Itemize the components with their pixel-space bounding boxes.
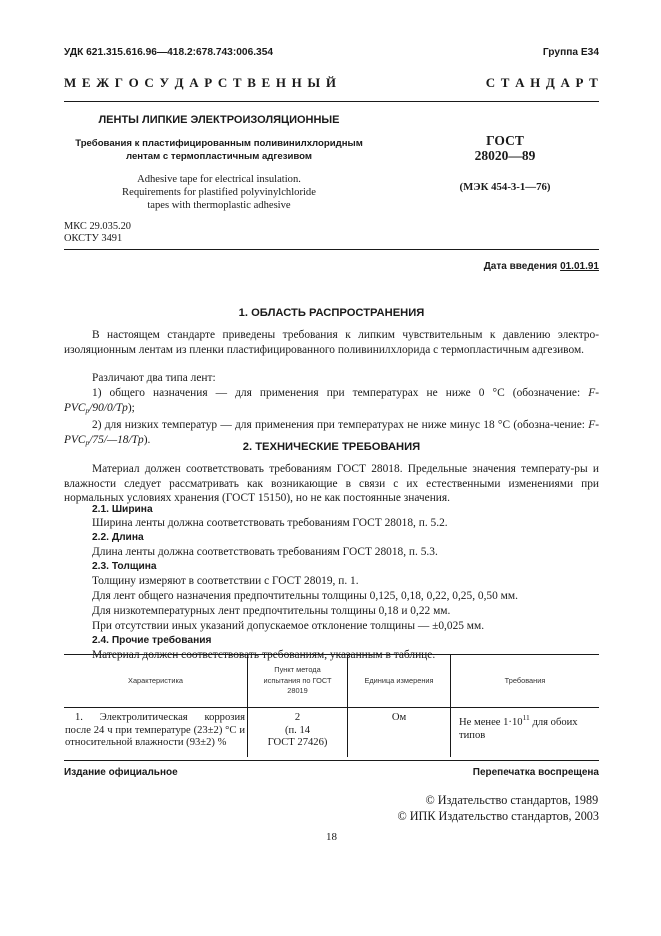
row1-req-exponent: 11 bbox=[522, 713, 530, 722]
section1-type1 bbox=[64, 386, 599, 418]
row1-req-suffix: для обоих типов bbox=[459, 717, 578, 741]
footer-rule bbox=[64, 760, 599, 761]
row1-method-ref: (п. 14 bbox=[284, 724, 311, 736]
section1-paragraph: В настоящем стандарте приведены требования к липким чувствительным к давлению электро-изоляционным лентам из пленки пластифицированного поливинилхлорида с термопластичным адгезивом. bbox=[64, 329, 599, 356]
section1-types-intro: Различают два типа лент: bbox=[92, 372, 216, 384]
iec-reference: (МЭК 454-3-1—76) bbox=[459, 181, 551, 193]
gost-number: 28020—89 bbox=[474, 148, 536, 163]
title-en-line1: Adhesive tape for electrical insulation. bbox=[137, 174, 301, 185]
header-rule bbox=[64, 101, 599, 102]
title-main: ЛЕНТЫ ЛИПКИЕ ЭЛЕКТРОИЗОЛЯЦИОННЫЕ bbox=[98, 114, 340, 126]
title-en-line2: Requirements for plastified polyvinylchloride bbox=[122, 186, 316, 198]
subsection-2-3-line3: Для низкотемпературных лент предпочтительны толщины 0,18 и 0,22 мм. bbox=[92, 605, 451, 617]
type2-text: 2) для низких температур — для применения при температурах не ниже минус 18 °С (обозна-чение: bbox=[92, 419, 585, 431]
title-subtitle bbox=[64, 138, 374, 163]
banner-interstate: М Е Ж Г О С У Д А Р С Т В Е Н Н Ы Й bbox=[64, 75, 338, 90]
title-english bbox=[64, 174, 374, 212]
introduction-date bbox=[484, 261, 599, 272]
requirements-table bbox=[64, 654, 599, 757]
type1-code-subscript: p bbox=[85, 405, 90, 415]
title-sub-line1: Требования к пластифицированным поливинилхлоридным bbox=[75, 138, 363, 149]
page-number: 18 bbox=[326, 831, 337, 843]
subsection-2-2-heading: 2.2. Длина bbox=[92, 532, 144, 543]
row1-characteristic: 1. Электролитическая коррозия после 24 ч при температуре (23±2) °С и относительной влажности (93±2) % bbox=[65, 712, 245, 748]
type2-code-rest: /75/—18/Tp bbox=[89, 433, 144, 446]
subsection-2-3-line1: Толщину измеряют в соответствии с ГОСТ 28019, п. 1. bbox=[92, 575, 359, 587]
title-en-line3: tapes with thermoplastic adhesive bbox=[147, 199, 291, 211]
header-test-method: Пункт метода испытания по ГОСТ 28019 bbox=[248, 655, 348, 708]
subsection-2-4-text: Материал должен соответствовать требованиям, указанным в таблице. bbox=[92, 649, 436, 661]
subsection-2-3-line4: При отсутствии иных указаний допускаемое отклонение толщины — ±0,025 мм. bbox=[92, 620, 485, 632]
table-header-row bbox=[64, 655, 599, 708]
intro-date-label: Дата введения bbox=[483, 261, 558, 272]
subsection-2-2-text: Длина ленты должна соответствовать требованиям ГОСТ 28018, п. 5.3. bbox=[92, 546, 438, 558]
subsection-2-3-line2: Для лент общего назначения предпочтительны толщины 0,125, 0,18, 0,22, 0,25, 0,50 мм. bbox=[92, 590, 518, 602]
intro-date-value: 01.01.91 bbox=[560, 261, 599, 272]
mks-code: МКС 29.035.20 bbox=[64, 221, 132, 232]
copyright-block bbox=[397, 792, 599, 824]
title-sub-line2: лентам с термопластичным адгезивом bbox=[126, 150, 312, 162]
type2-code-subscript: p bbox=[85, 437, 90, 447]
row1-requirement bbox=[451, 708, 600, 758]
row1-req-prefix: Не менее 1·10 bbox=[459, 717, 523, 728]
subsection-2-4-heading: 2.4. Прочие требования bbox=[92, 635, 212, 646]
row1-method-clause: 2 bbox=[294, 712, 301, 723]
table-row bbox=[64, 708, 599, 758]
type1-text: 1) общего назначения — для применения при температурах не ниже 0 °С (обозначение: bbox=[92, 387, 581, 399]
type1-code: F-PVC bbox=[64, 387, 599, 414]
row1-test-method bbox=[248, 708, 348, 758]
group-code: Группа Е34 bbox=[542, 47, 599, 58]
subsection-2-1-heading: 2.1. Ширина bbox=[92, 504, 153, 515]
type2-code: F-PVC bbox=[64, 419, 599, 446]
section1-heading: 1. ОБЛАСТЬ РАСПРОСТРАНЕНИЯ bbox=[238, 307, 425, 319]
subsection-2-3-heading: 2.3. Толщина bbox=[92, 561, 157, 572]
gost-label: ГОСТ bbox=[486, 133, 524, 148]
banner-standard: С Т А Н Д А Р Т bbox=[485, 75, 599, 90]
header-requirements: Требования bbox=[451, 655, 600, 708]
subsection-2-1-text: Ширина ленты должна соответствовать требованиям ГОСТ 28018, п. 5.2. bbox=[92, 517, 448, 529]
classification-codes bbox=[64, 221, 131, 244]
row1-unit: Ом bbox=[348, 708, 451, 758]
title-rule bbox=[64, 249, 599, 250]
okstu-code: ОКСТУ 3491 bbox=[64, 232, 123, 244]
gost-designation bbox=[400, 133, 610, 163]
copyright-1989: © Издательство стандартов, 1989 bbox=[425, 793, 599, 807]
header-unit: Единица измерения bbox=[348, 655, 451, 708]
reprint-prohibited: Перепечатка воспрещена bbox=[472, 767, 599, 778]
copyright-2003: © ИПК Издательство стандартов, 2003 bbox=[397, 809, 599, 823]
type2-end: ). bbox=[143, 433, 151, 446]
official-edition: Издание официальное bbox=[64, 767, 178, 778]
section2-heading: 2. ТЕХНИЧЕСКИЕ ТРЕБОВАНИЯ bbox=[242, 441, 421, 453]
section2-paragraph: Материал должен соответствовать требованиям ГОСТ 28018. Предельные значения температу-ры и влажности следует рассматривать как возникающие в связи с их естественными изменениями при нормальных условиях хранения (ГОСТ 15150), но не как постоянные значения. bbox=[64, 463, 599, 504]
type1-end: ); bbox=[127, 401, 135, 414]
header-characteristic: Характеристика bbox=[128, 675, 183, 685]
udk-code: УДК 621.315.616.96—418.2:678.743:006.354 bbox=[64, 47, 274, 58]
type1-code-rest: /90/0/Tp bbox=[89, 401, 128, 414]
row1-method-gost: ГОСТ 27426) bbox=[267, 737, 328, 748]
